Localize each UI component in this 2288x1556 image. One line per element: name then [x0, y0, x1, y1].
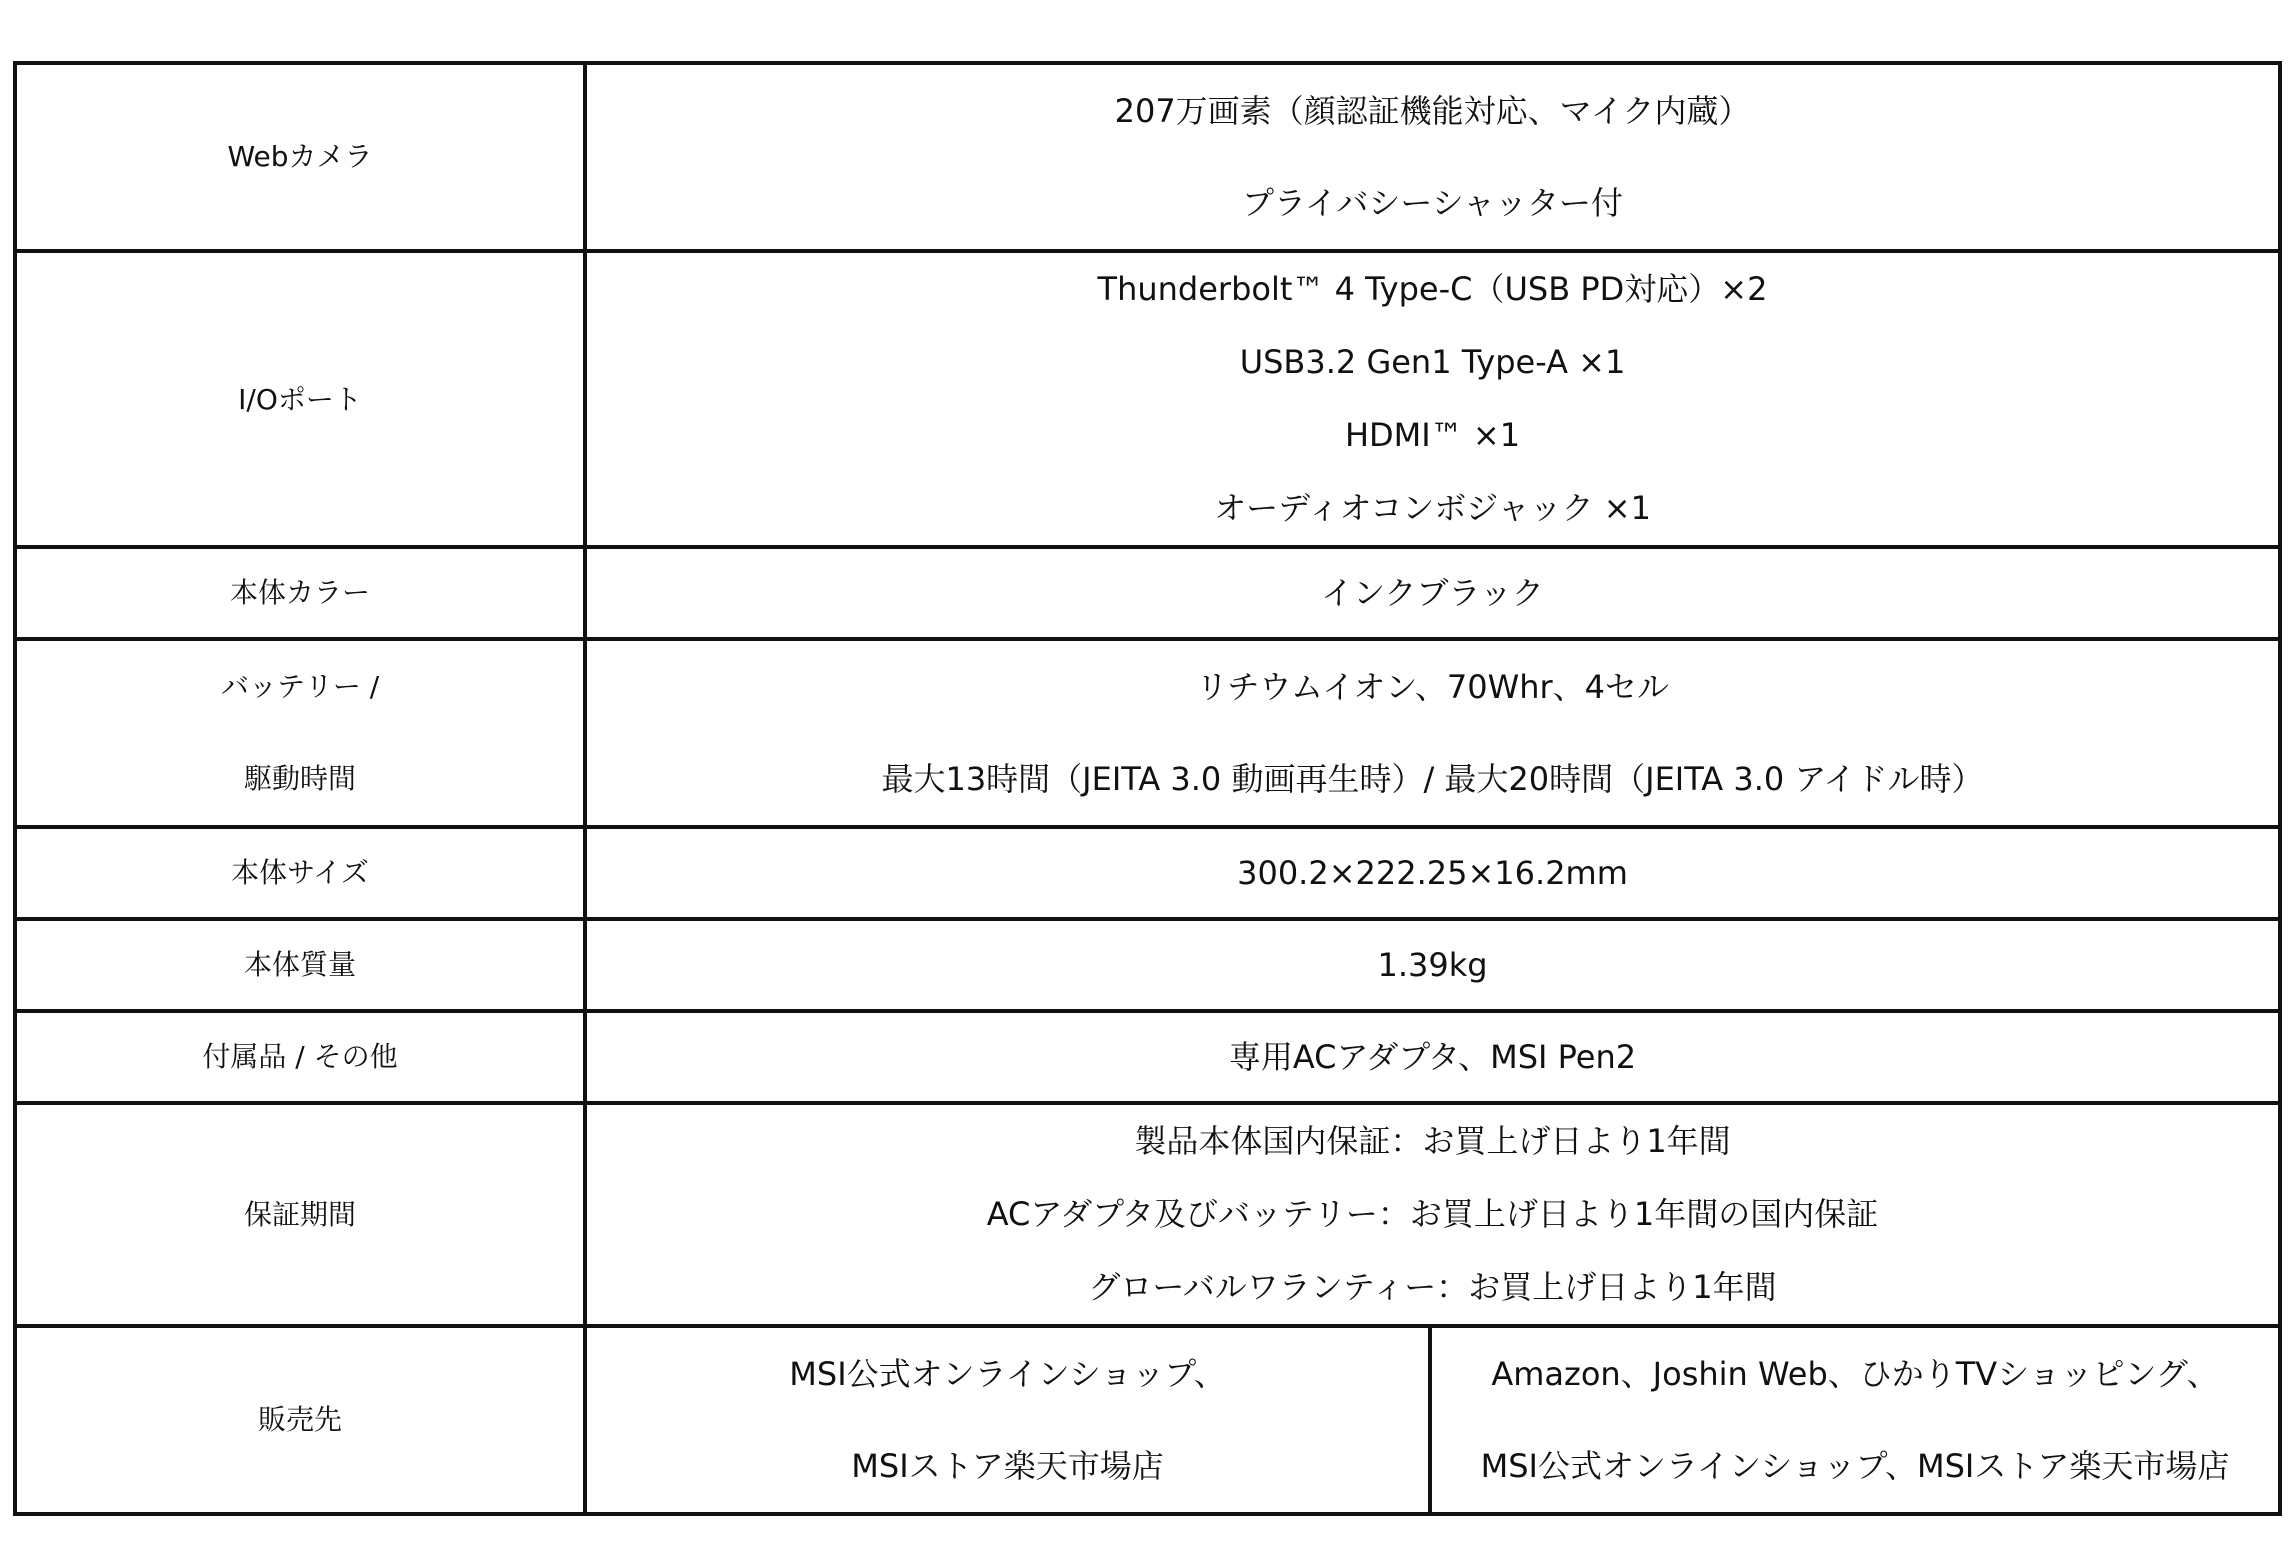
row-label [15, 919, 585, 1011]
table-row-body-color [15, 547, 2280, 639]
row-value [585, 63, 2280, 251]
value-text: 専用ACアダプタ、MSI Pen2 [1228, 1038, 1637, 1076]
table-row-webcam [15, 63, 2280, 251]
value-text: プライバシーシャッター付 [1241, 184, 1624, 222]
row-label [15, 1011, 585, 1103]
row-label [15, 1326, 585, 1514]
label-text: 保証期間 [243, 1198, 356, 1231]
value-text: インクブラック [1321, 574, 1544, 612]
value-text: 1.39kg [1377, 946, 1488, 984]
row-value [585, 1103, 2280, 1326]
row-value [585, 919, 2280, 1011]
table-row-warranty [15, 1103, 2280, 1326]
row-value-left [585, 1326, 1430, 1514]
label-text: 本体質量 [243, 948, 356, 981]
row-label [15, 547, 585, 639]
value-text: MSIストア楽天市場店 [851, 1447, 1164, 1485]
value-text: Amazon、Joshin Web、ひかりTVショッピング、 [1491, 1355, 2219, 1393]
label-text: バッテリー / [220, 670, 380, 703]
value-text: 製品本体国内保証：お買上げ日より1年間 [1134, 1122, 1731, 1160]
table-row-sales [15, 1326, 2280, 1514]
value-text: 207万画素（顔認証機能対応、マイク内蔵） [1114, 92, 1751, 130]
value-text: ACアダプタ及びバッテリー：お買上げ日より1年間の国内保証 [986, 1195, 1879, 1233]
value-text: MSI公式オンラインショップ、MSIストア楽天市場店 [1480, 1447, 2230, 1485]
value-text: USB3.2 Gen1 Type-A ×1 [1239, 343, 1626, 381]
label-text: 駆動時間 [243, 762, 356, 795]
table-row-io-ports [15, 251, 2280, 547]
value-text: オーディオコンボジャック ×1 [1214, 489, 1651, 527]
row-value [585, 1011, 2280, 1103]
value-text: 最大13時間（JEITA 3.0 動画再生時）/ 最大20時間（JEITA 3.0 アイドル時） [881, 760, 1984, 798]
label-text: Webカメラ [227, 140, 373, 173]
row-value [585, 251, 2280, 547]
row-label [15, 1103, 585, 1326]
value-text: 300.2×222.25×16.2mm [1237, 854, 1628, 892]
value-text: Thunderbolt™ 4 Type-C（USB PD対応）×2 [1097, 270, 1768, 308]
table-row-battery [15, 639, 2280, 827]
label-text: 販売先 [257, 1403, 342, 1436]
label-text: 本体カラー [229, 576, 370, 609]
row-label [15, 639, 585, 827]
label-text: I/Oポート [238, 382, 362, 416]
value-text: HDMI™ ×1 [1344, 416, 1521, 454]
row-value [585, 547, 2280, 639]
label-text: 付属品 / その他 [202, 1040, 398, 1073]
value-text: MSI公式オンラインショップ、 [789, 1355, 1226, 1393]
table-row-accessories [15, 1011, 2280, 1103]
value-text: グローバルワランティー：お買上げ日より1年間 [1088, 1268, 1777, 1306]
spec-table [13, 61, 2282, 1516]
row-label [15, 827, 585, 919]
row-value-right [1430, 1326, 2280, 1514]
row-value [585, 827, 2280, 919]
table-row-body-size [15, 827, 2280, 919]
table-row-weight [15, 919, 2280, 1011]
row-label [15, 251, 585, 547]
row-value [585, 639, 2280, 827]
label-text: 本体サイズ [231, 856, 369, 889]
value-text: リチウムイオン、70Whr、4セル [1195, 668, 1670, 706]
row-label [15, 63, 585, 251]
